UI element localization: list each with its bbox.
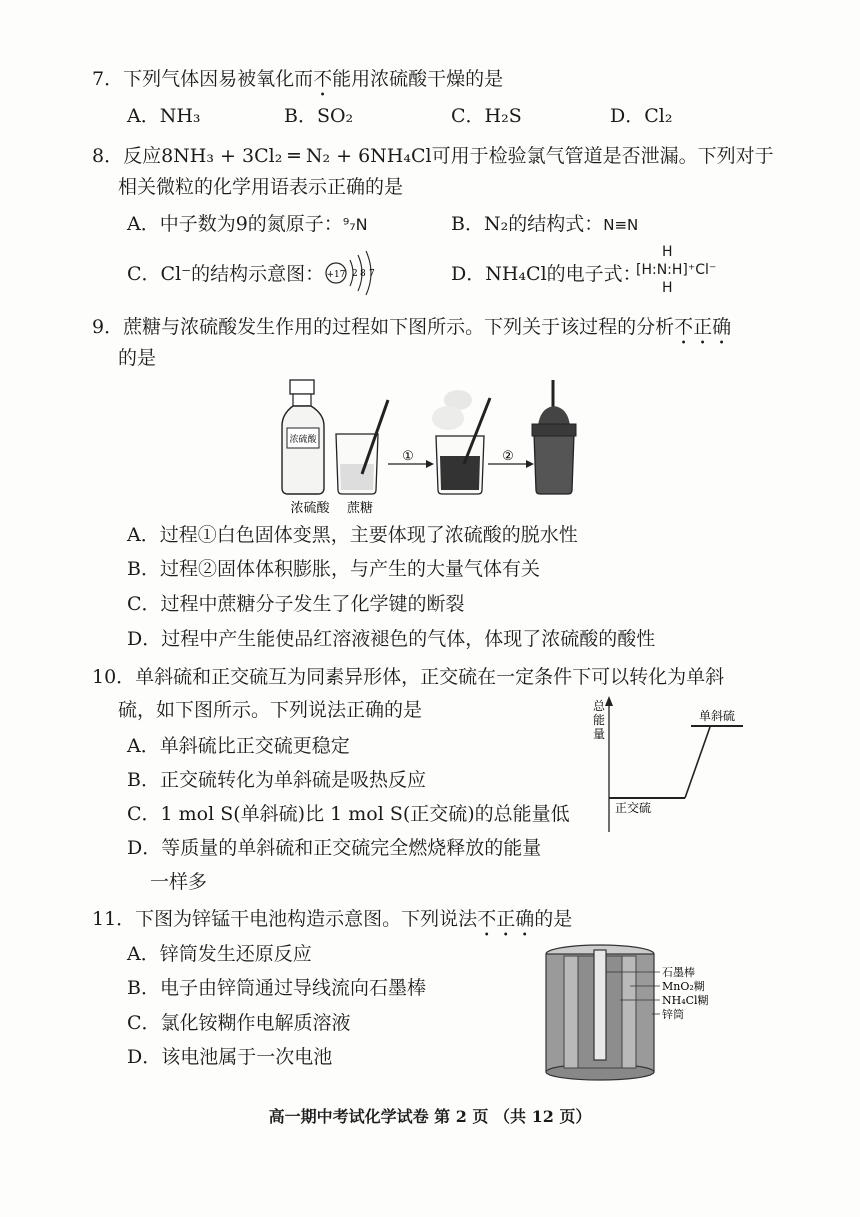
sulfur-energy-diagram bbox=[585, 694, 750, 836]
blackened-beaker-icon bbox=[432, 390, 490, 494]
shell-electrons-3: 7 bbox=[369, 269, 375, 279]
label-graphite-rod: 石墨棒 bbox=[662, 966, 695, 979]
q7-option-d: D．Cl₂ bbox=[610, 105, 673, 127]
q8-option-d: D．NH₄Cl的电子式： bbox=[451, 263, 642, 285]
q10-option-d-cont: 一样多 bbox=[150, 871, 208, 893]
bottle-label: 浓硫酸 bbox=[289, 435, 317, 445]
q11-option-c: C．氯化铵糊作电解质溶液 bbox=[127, 1012, 351, 1034]
graphite-rod bbox=[594, 950, 606, 1060]
nh4cl-formula-line: [H:N:H]⁺Cl⁻ bbox=[636, 262, 717, 278]
label-nh4cl: NH₄Cl糊 bbox=[662, 994, 709, 1007]
energy-label-1: 总 bbox=[593, 699, 606, 713]
q8-stem-line1: 8．反应8NH₃ + 3Cl₂ ═ N₂ + 6NH₄Cl可用于检验氯气管道是否泄漏。下列对于 bbox=[92, 145, 774, 167]
q9-stem-line2: 的是 bbox=[118, 347, 157, 369]
q7-option-b: B．SO₂ bbox=[284, 105, 354, 127]
q9-option-d: D．过程中产生能使品红溶液褪色的气体，体现了浓硫酸的酸性 bbox=[127, 628, 656, 650]
q10-option-d: D．等质量的单斜硫和正交硫完全燃烧释放的能量 bbox=[127, 837, 542, 859]
monoclinic-label: 单斜硫 bbox=[699, 709, 736, 723]
q11-option-a: A．锌筒发生还原反应 bbox=[127, 943, 312, 965]
q10-stem-line1: 10．单斜硫和正交硫互为同素异形体，正交硫在一定条件下可以转化为单斜 bbox=[92, 666, 725, 688]
q9-option-a: A．过程①白色固体变黑，主要体现了浓硫酸的脱水性 bbox=[127, 524, 578, 546]
q8-option-a: A．中子数为9的氮原子：⁹₇N bbox=[127, 213, 368, 235]
q10-option-a: A．单斜硫比正交硫更稳定 bbox=[127, 735, 350, 757]
step1-arrow bbox=[388, 449, 434, 468]
q8-option-b: B．N₂的结构式：N≡N bbox=[451, 213, 639, 235]
energy-label-3: 量 bbox=[593, 727, 606, 741]
q8-option-c: C．Cl⁻的结构示意图： bbox=[127, 263, 325, 285]
step1-label: ① bbox=[402, 449, 414, 464]
orthorhombic-label: 正交硫 bbox=[615, 801, 652, 815]
label-sucrose: 蔗糖 bbox=[346, 501, 374, 514]
q10-option-b: B．正交硫转化为单斜硫是吸热反应 bbox=[127, 769, 426, 791]
q11-option-b: B．电子由锌筒通过导线流向石墨棒 bbox=[127, 977, 426, 999]
expanded-beaker-icon bbox=[532, 380, 576, 494]
bottom-hydrogen: H bbox=[662, 280, 673, 296]
top-hydrogen: H bbox=[662, 244, 673, 260]
q11-option-d: D．该电池属于一次电池 bbox=[127, 1046, 333, 1068]
q7-option-c: C．H₂S bbox=[451, 105, 522, 127]
step2-label: ② bbox=[502, 449, 514, 464]
chloride-ion-structure-diagram bbox=[323, 248, 383, 298]
q9-option-b: B．过程②固体体积膨胀，与产生的大量气体有关 bbox=[127, 558, 540, 580]
q10-stem-line2: 硫，如下图所示。下列说法正确的是 bbox=[118, 699, 423, 721]
transition-line bbox=[685, 727, 710, 798]
sugar-beaker-icon bbox=[336, 400, 388, 494]
nitrogen-nuclide-symbol: ⁹₇N bbox=[342, 215, 368, 234]
nh4cl-electron-formula bbox=[636, 244, 756, 300]
n2-structural-formula: N≡N bbox=[603, 216, 639, 234]
label-mno2: MnO₂糊 bbox=[662, 980, 705, 993]
chloride-nucleus-label: +17 bbox=[326, 270, 346, 280]
label-zinc-can: 锌筒 bbox=[662, 1008, 684, 1021]
q8-stem-line2: 相关微粒的化学用语表示正确的是 bbox=[118, 176, 404, 198]
page-footer: 高一期中考试化学试卷 第 2 页 （共 12 页） bbox=[268, 1107, 592, 1126]
acid-bottle-icon bbox=[282, 380, 324, 494]
q11-stem: 11．下图为锌锰干电池构造示意图。下列说法不正确的是 bbox=[92, 908, 573, 930]
shell-electrons-2: 8 bbox=[360, 269, 366, 279]
sucrose-sulfuric-acid-figure bbox=[278, 378, 598, 514]
q7-option-a: A．NH₃ bbox=[127, 105, 201, 127]
energy-label-2: 能 bbox=[593, 713, 606, 727]
shell-electrons-1: 2 bbox=[352, 269, 358, 279]
q10-option-c: C．1 mol S(单斜硫)比 1 mol S(正交硫)的总能量低 bbox=[127, 803, 570, 825]
q9-stem-line1: 9．蔗糖与浓硫酸发生作用的过程如下图所示。下列关于该过程的分析不正确 bbox=[92, 316, 732, 338]
zinc-manganese-battery-diagram bbox=[542, 940, 732, 1082]
label-concentrated-acid: 浓硫酸 bbox=[290, 501, 330, 514]
q9-option-c: C．过程中蔗糖分子发生了化学键的断裂 bbox=[127, 593, 465, 615]
q7-stem: 7．下列气体因易被氧化而不能用浓硫酸干燥的是 bbox=[92, 68, 504, 90]
step2-arrow bbox=[488, 449, 534, 468]
